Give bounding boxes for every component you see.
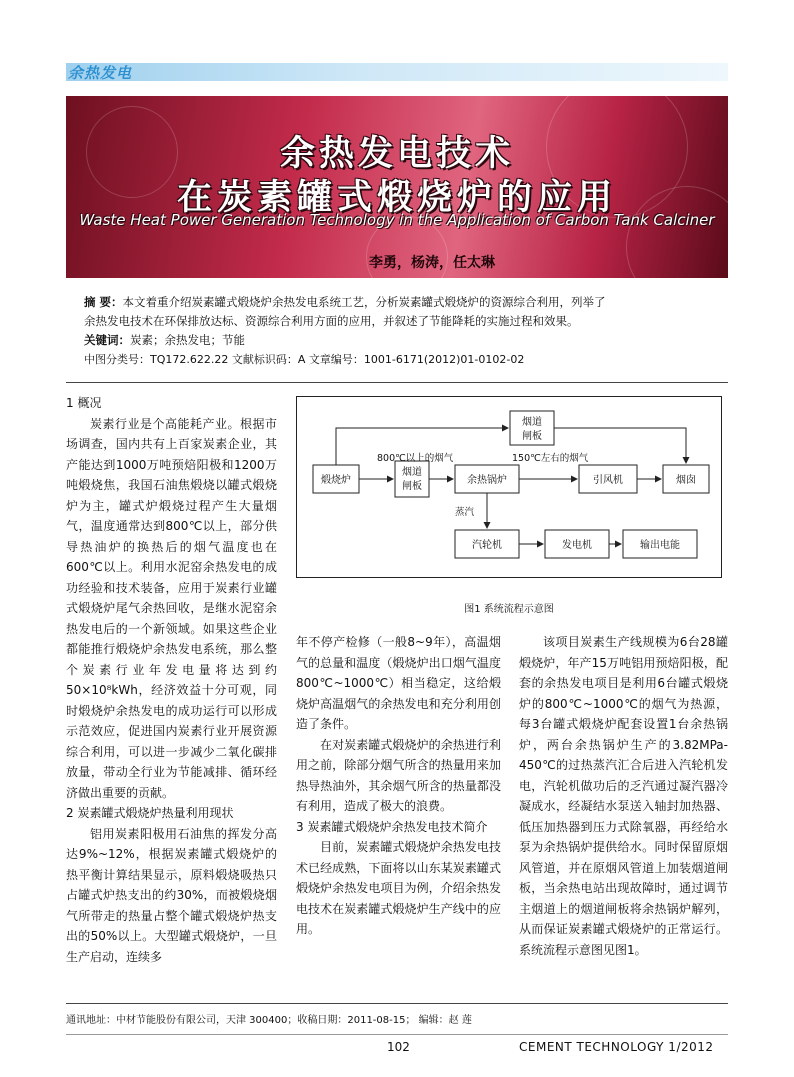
section-label: 余热发电 [68,64,133,82]
section-heading: 1 概况 [66,396,102,410]
abstract-text: 本文着重介绍炭素罐式煅烧炉余热发电系统工艺，分析炭素罐式煅烧炉的资源综合利用，列举了 [122,295,606,309]
footnote: 通讯地址：中材节能股份有限公司，天津 300400；收稿日期：2011-08-15； 编辑：赵 莲 [66,1015,472,1026]
abstract-label: 摘 要： [84,295,123,309]
label-steam: 蒸汽 [455,507,475,518]
footer-divider [66,1034,728,1035]
column-3 [519,632,728,960]
article-title-line1: 余热发电技术 [279,134,514,174]
node-calciner: 煅烧炉 [321,475,351,486]
title-banner [66,96,728,278]
paragraph: 炭素行业是个高能耗产业。根据市场调查，国内共有上百家炭素企业，其产能达到1000万吨预焙阳极和1200万吨煅烧焦，我国石油焦煅烧以罐式煅烧炉为主，罐式炉煅烧过程产生大量烟气，温度通常达到800℃以上，部分供导热油炉的换热后的烟气温度也在600℃以上。利用水泥窑余热发电的成功经验和技术装备，应用于炭素行业罐式煅烧炉尾气余热回收，是继水泥窑余热发电后的一个新领域。如果这些企业都能推行煅烧炉余热发电系统，那么整个炭素行业年发电量将达到约50×10⁸kWh，经济效益十分可观，同时煅烧炉余热发电的成功运行可以形成示范效应，促进国内炭素行业开展资源综合利用，可以进一步减少二氧化碳排放量，带动全行业为节能减排、循环经济做出重要的贡献。 [66,416,277,800]
column-1 [66,393,277,967]
paragraph: 目前，炭素罐式煅烧炉余热发电技术已经成熟，下面将以山东某炭素罐式煅烧炉余热发电项目为例，介绍余热发电技术在炭素罐式煅烧炉生产线中的应用。 [296,840,501,936]
figure-caption: 图1 系统流程示意图 [464,604,554,615]
node-output: 输出电能 [640,540,680,551]
classification-line: 中图分类号：TQ172.622.22 文献标识码：A 文章编号：1001-6171(2012)01-0102-02 [84,353,525,366]
divider [66,382,728,383]
journal-name: CEMENT TECHNOLOGY 1/2012 [519,1040,714,1054]
keywords-label: 关键词： [84,333,130,347]
keywords-line [84,332,245,349]
paragraph: 该项目炭素生产线规模为6台28罐煅烧炉，年产15万吨铝用预焙阳极，配套的余热发电项目是利用6台罐式煅烧炉的800℃~1000℃的烟气为热源，每3台罐式煅烧炉配套设置1台余热锅炉，两台余热锅炉生产的3.82MPa-450℃的过热蒸汽汇合后进入汽轮机发电，汽轮机做功后的乏汽通过凝汽器冷凝成水，经凝结水泵送入轴封加热器、低压加热器到压力式除氧器，再经给水泵为余热锅炉提供给水。同时保留原烟风管道，并在原烟风管道上加装烟道闸板，当余热电站出现故障时，通过调节主烟道上的烟道闸板将余热锅炉解列，从而保证炭素罐式煅烧炉的正常运行。系统流程示意图见图1。 [519,635,728,957]
flow-diagram-svg [297,397,721,577]
flow-diagram [296,396,722,578]
node-fan: 引风机 [593,475,623,486]
node-chimney: 烟囱 [676,475,696,486]
article-title-line2: 在炭素罐式煅烧炉的应用 [176,178,617,218]
page-number: 102 [387,1040,410,1054]
node-damper1-line1: 烟道 [402,467,422,478]
node-damper1-line2: 闸板 [402,481,422,492]
label-cool-gas: 150℃左右的烟气 [512,453,589,464]
paragraph: 年不停产检修（一般8~9年），高温烟气的总量和温度（煅烧炉出口烟气温度800℃~1000℃）相当稳定，这给煅烧炉高温烟气的余热发电和充分利用创造了条件。 [296,635,501,731]
section-heading: 3 炭素罐式煅烧炉余热发电技术简介 [296,819,488,834]
node-boiler: 余热锅炉 [467,475,507,486]
node-bypass-line2: 闸板 [522,431,542,442]
paragraph: 铝用炭素阳极用石油焦的挥发分高达9%~12%，根据炭素罐式煅烧炉的热平衡计算结果显示，原料煅烧吸热只占罐式炉热支出的约30%，而被煅烧烟气所带走的热量占整个罐式煅烧炉热支出的50%以上。大型罐式煅烧炉，一旦生产启动，连续多 [66,826,277,964]
node-bypass-line1: 烟道 [522,417,542,428]
node-generator: 发电机 [562,540,592,551]
abstract-line2: 余热发电技术在环保排放达标、资源综合利用方面的应用，并叙述了节能降耗的实施过程和效果。 [84,314,579,328]
abstract-line1 [84,294,606,311]
section-header-bar [66,63,728,81]
section-heading: 2 炭素罐式煅烧炉热量利用现状 [66,806,234,820]
footnote-divider [66,1003,728,1004]
column-2 [296,632,501,940]
authors: 李勇，杨涛，任太琳 [369,255,495,271]
paragraph: 在对炭素罐式煅烧炉的余热进行利用之前，除部分烟气所含的热量用来加热导热油外，其余烟气所含的热量都没有利用，造成了极大的浪费。 [296,737,501,813]
english-title: Waste Heat Power Generation Technology in the Application of Carbon Tank Calciner [79,211,715,229]
node-turbine: 汽轮机 [472,540,502,551]
keywords: 炭素；余热发电；节能 [130,333,245,347]
label-hot-gas: 800℃以上的烟气 [377,453,454,464]
